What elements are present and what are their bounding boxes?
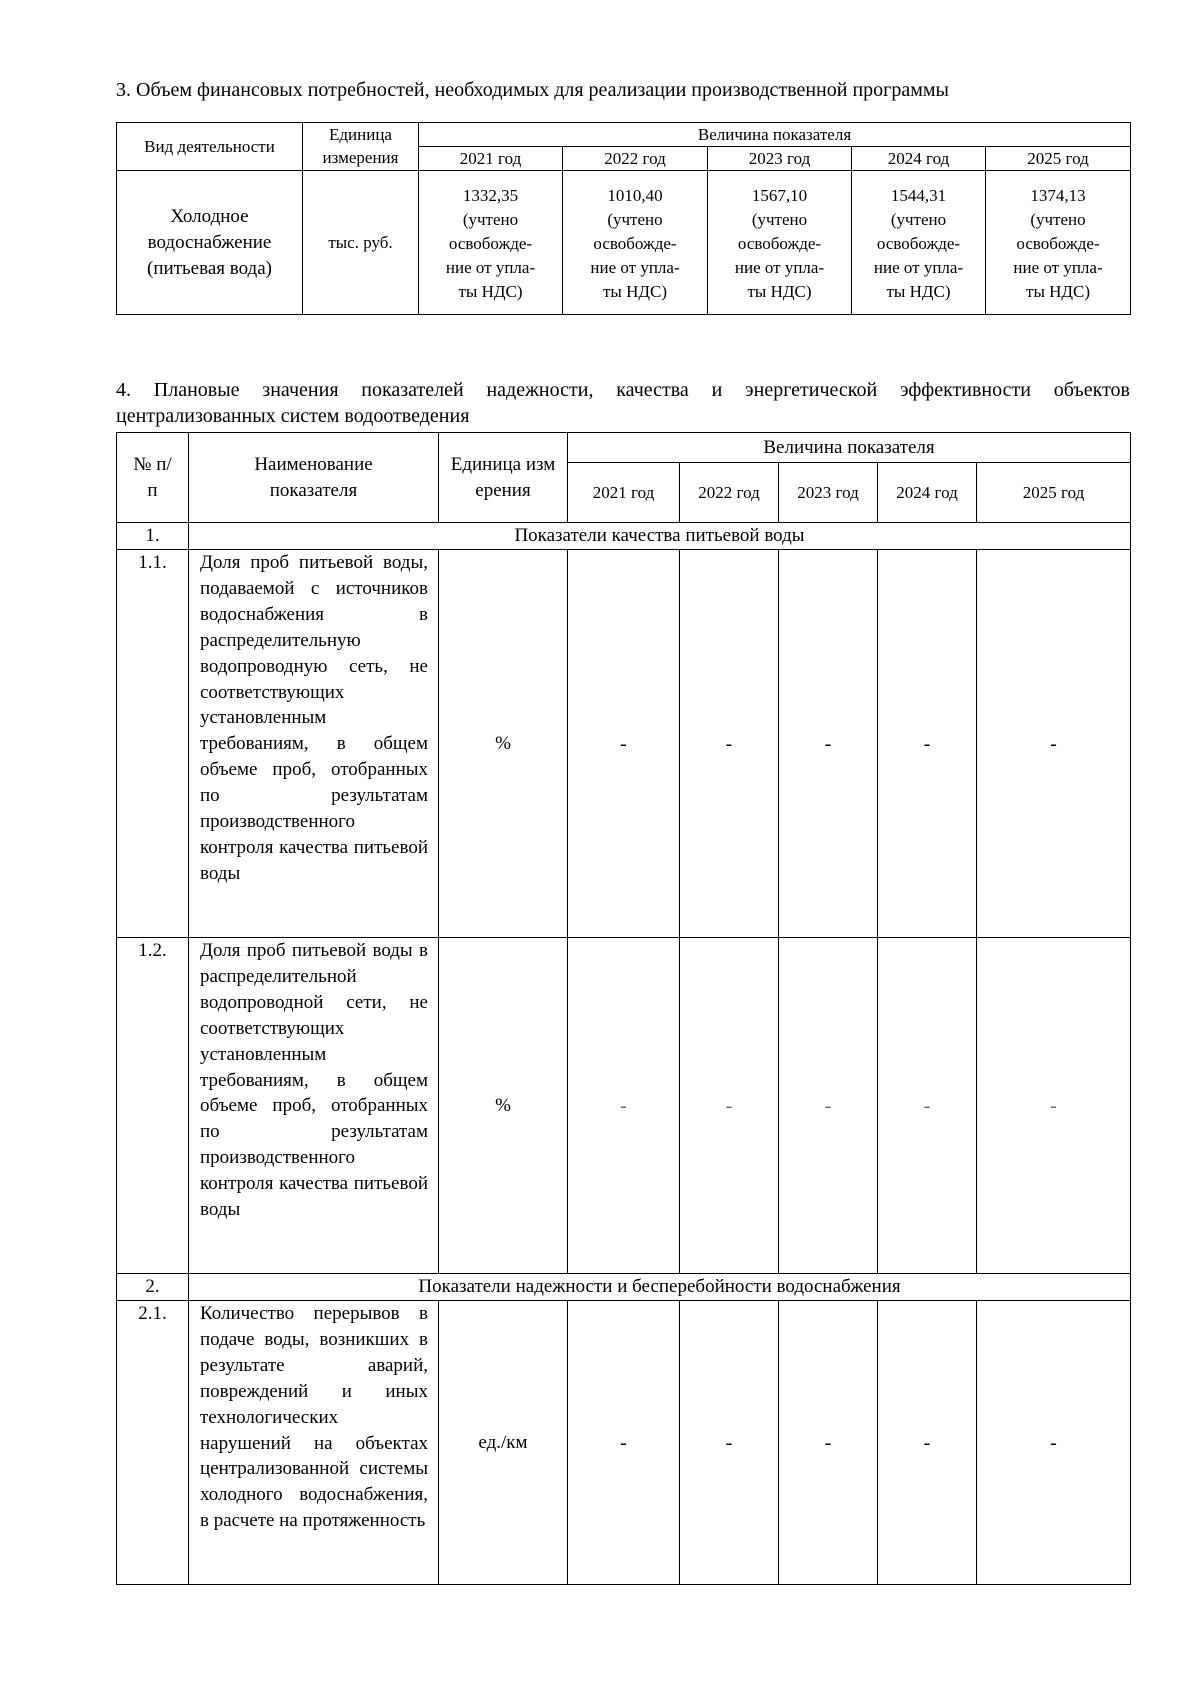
indicator-name: Доля проб питьевой воды в распределительной водопроводной сети, не соответствующих установленным требованиям, в общем объеме проб, отобранных по результатам производственного контроля качества питьевой воды: [189, 938, 439, 1274]
unit-cell: тыс. руб.: [303, 171, 419, 315]
header-year: 2023 год: [779, 463, 878, 523]
header-year: 2022 год: [563, 147, 708, 171]
value-cell: -: [568, 1301, 680, 1585]
vat-note: (учтено: [890, 209, 947, 229]
value-cell: -: [977, 938, 1131, 1274]
value-cell: -: [977, 1301, 1131, 1585]
row-num: 1.2.: [117, 938, 189, 1274]
vat-note: ты НДС): [747, 281, 812, 301]
vat-note: освобожде-: [737, 233, 822, 253]
vat-note: освобожде-: [448, 233, 533, 253]
value-cell: -: [878, 938, 977, 1274]
header-year: 2024 год: [852, 147, 986, 171]
value-cell: [563, 171, 708, 315]
value-amount: 1374,13: [1030, 185, 1086, 205]
vat-note: ты НДС): [886, 281, 951, 301]
header-num: № п/п: [117, 433, 189, 523]
vat-note: (учтено: [1030, 209, 1086, 229]
unit-cell: ед./км: [439, 1301, 568, 1585]
value-cell: -: [977, 550, 1131, 938]
header-value: Величина показателя: [568, 433, 1131, 463]
value-amount: 1544,31: [890, 185, 947, 205]
row-num: 2.1.: [117, 1301, 189, 1585]
vat-note: ние от упла-: [445, 257, 536, 277]
indicator-name: Доля проб питьевой воды, подаваемой с источников водоснабжения в распределительную водопроводную сеть, не соответствующих установленным требованиям, в общем объеме проб, отобранных по результатам производственного контроля качества питьевой воды: [189, 550, 439, 938]
value-cell: -: [568, 550, 680, 938]
value-amount: 1332,35: [462, 185, 519, 205]
value-cell: -: [680, 550, 779, 938]
vat-note: (учтено: [751, 209, 808, 229]
header-unit-line2: измерения: [303, 147, 419, 171]
vat-note: освобожде-: [876, 233, 961, 253]
vat-note: освобожде-: [593, 233, 677, 253]
value-amount: 1010,40: [607, 185, 663, 205]
financial-needs-table: [116, 122, 1131, 315]
value-cell: -: [680, 938, 779, 1274]
vat-note: (учтено: [462, 209, 519, 229]
section-3-title: 3. Объем финансовых потребностей, необходимых для реализации производственной программы: [116, 79, 949, 101]
group-num: 1.: [117, 523, 189, 550]
value-cell: [419, 171, 563, 315]
row-num: 1.1.: [117, 550, 189, 938]
header-unit-line1: Единица: [303, 123, 419, 147]
vat-note: ты НДС): [603, 281, 667, 301]
header-unit: Единица измерения: [439, 433, 568, 523]
group-title: Показатели надежности и бесперебойности водоснабжения: [189, 1274, 1131, 1301]
header-activity: Вид деятельности: [117, 123, 303, 171]
value-cell: -: [779, 550, 878, 938]
activity-cell: Холодное водоснабжение (питьевая вода): [117, 171, 303, 315]
value-cell: -: [680, 1301, 779, 1585]
header-year: 2025 год: [977, 463, 1131, 523]
value-amount: 1567,10: [751, 185, 808, 205]
vat-note: ние от упла-: [873, 257, 964, 277]
header-name: Наименование показателя: [189, 433, 439, 523]
header-year: 2025 год: [986, 147, 1131, 171]
header-year: 2022 год: [680, 463, 779, 523]
value-cell: -: [779, 938, 878, 1274]
header-value: Величина показателя: [419, 123, 1131, 147]
vat-note: ты НДС): [1026, 281, 1090, 301]
group-num: 2.: [117, 1274, 189, 1301]
header-year: 2024 год: [878, 463, 977, 523]
group-title: Показатели качества питьевой воды: [189, 523, 1131, 550]
value-cell: -: [878, 1301, 977, 1585]
section-4-title: 4. Плановые значения показателей надежности, качества и энергетической эффективности объектов централизованных систем водоотведения: [116, 379, 1130, 427]
header-year: 2021 год: [419, 147, 563, 171]
indicator-name: Количество перерывов в подаче воды, возникших в результате аварий, повреждений и иных технологических нарушений на объектах централизованной системы холодного водоснабжения, в расчете на протяженность: [189, 1301, 439, 1585]
header-year: 2023 год: [708, 147, 852, 171]
reliability-indicators-table: [116, 432, 1131, 1585]
value-cell: [852, 171, 986, 315]
vat-note: (учтено: [607, 209, 663, 229]
value-cell: [708, 171, 852, 315]
unit-cell: %: [439, 550, 568, 938]
vat-note: ние от упла-: [1013, 257, 1103, 277]
value-cell: -: [878, 550, 977, 938]
value-cell: [986, 171, 1131, 315]
value-cell: -: [568, 938, 680, 1274]
header-year: 2021 год: [568, 463, 680, 523]
unit-cell: %: [439, 938, 568, 1274]
vat-note: освобожде-: [1016, 233, 1100, 253]
vat-note: ты НДС): [458, 281, 523, 301]
vat-note: ние от упла-: [590, 257, 680, 277]
value-cell: -: [779, 1301, 878, 1585]
vat-note: ние от упла-: [734, 257, 825, 277]
